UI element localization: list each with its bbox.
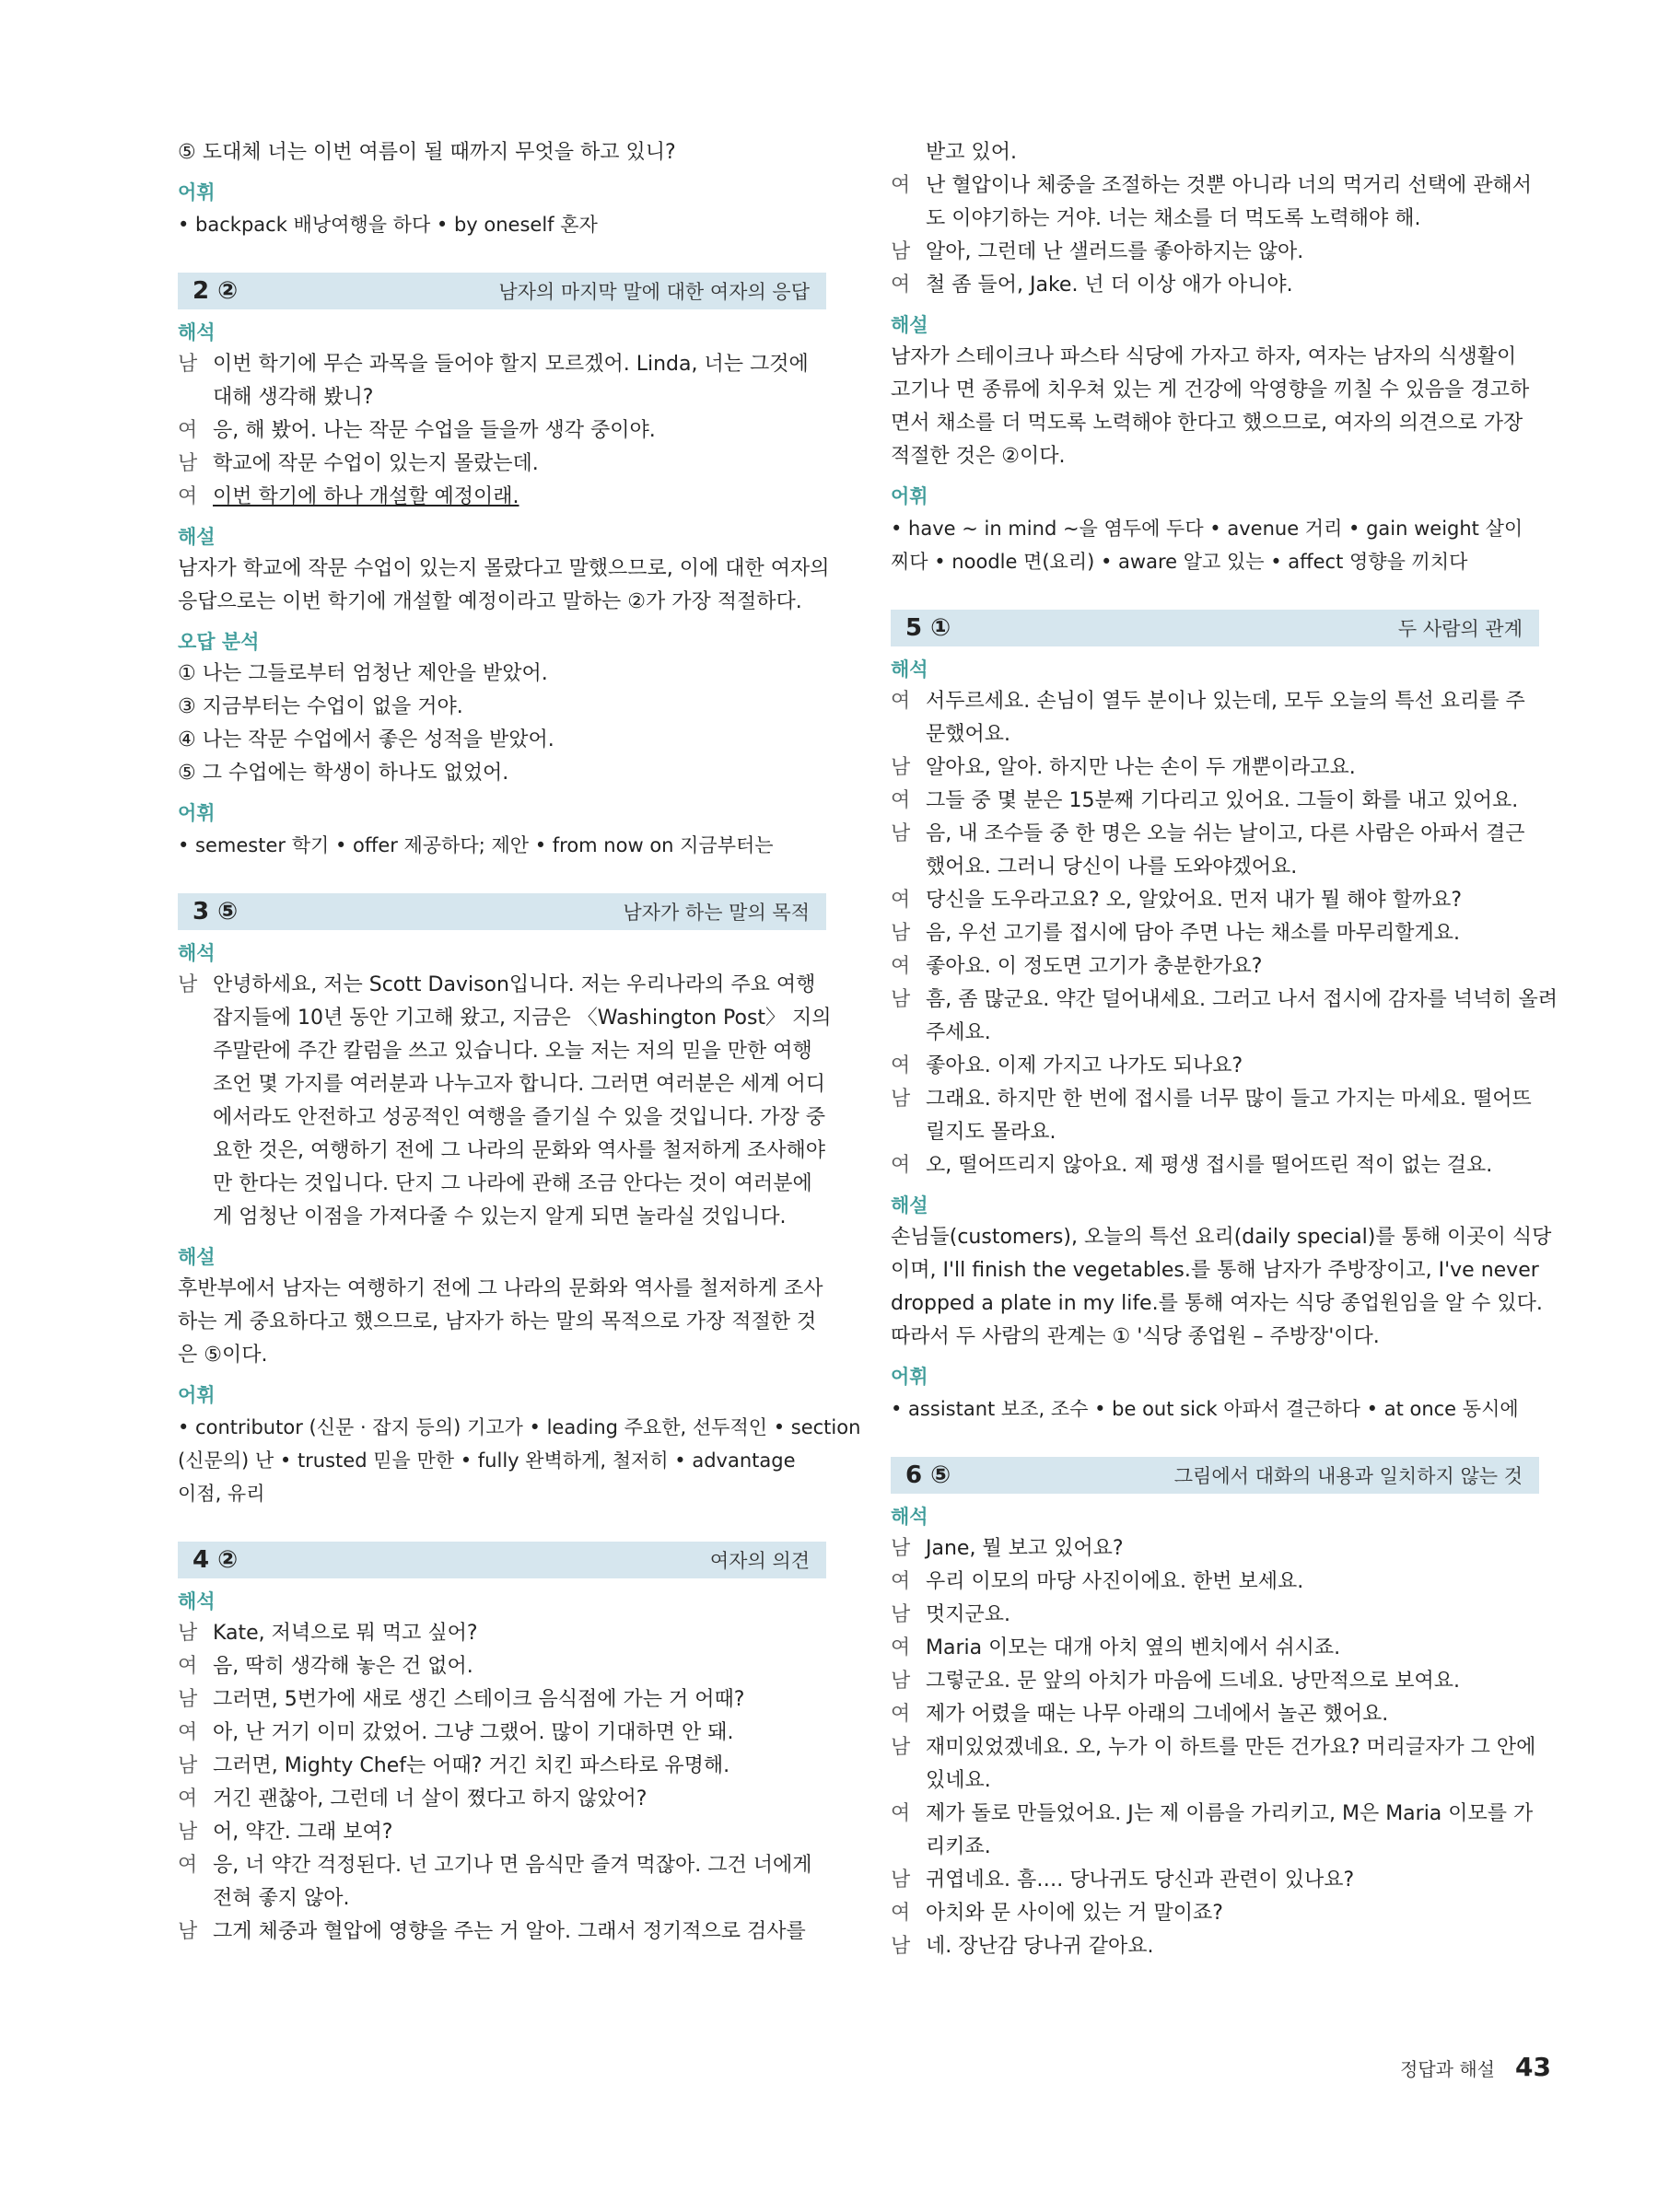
vocab-list: • contributor (신문 · 잡지 등의) 기고가 • leading 주요한, 선두적인 • section (신문의) 난 • trusted 믿을 만한 • fully 완벽하게, 철저히 • advantage 이점, 유리 <box>178 1416 861 1505</box>
dialogue-line: 여 아, 난 거기 이미 갔었어. 그냥 그랬어. 많이 기대하면 안 돼. <box>178 1721 734 1744</box>
dialogue-line: 남 Kate, 저녁으로 뭐 먹고 싶어? <box>178 1622 478 1645</box>
dialogue-line: 남 이번 학기에 무슨 과목을 들어야 할지 모르겠어. Linda, 너는 그것에 대해 생각해 봤니? <box>178 353 809 409</box>
question-header <box>891 1457 1539 1494</box>
dialogue-line: 여 아치와 문 사이에 있는 거 말이죠? <box>891 1902 1223 1925</box>
dialogue-line: 여 그들 중 몇 분은 15분째 기다리고 있어요. 그들이 화를 내고 있어요. <box>891 789 1519 812</box>
dialogue-line: 남 재미있었겠네요. 오, 누가 이 하트를 만든 건가요? 머리글자가 그 안에 있네요. <box>891 1736 1536 1792</box>
question-topic: 남자가 하는 말의 목적 <box>623 902 810 924</box>
translation-label: 해석 <box>178 1590 216 1612</box>
translation-label: 해석 <box>891 1506 928 1528</box>
dialogue-line: 남 흠, 좀 많군요. 약간 덜어내세요. 그러고 나서 접시에 감자를 넉넉히 올려 주세요. <box>891 988 1558 1044</box>
dialogue-line: 남 알아, 그런데 난 샐러드를 좋아하지는 않아. <box>891 240 1304 263</box>
question-header <box>178 893 826 930</box>
dialogue-line: 남 멋지군요. <box>891 1603 1011 1626</box>
explanation-label: 해설 <box>178 1246 216 1268</box>
translation-label: 해석 <box>178 321 216 343</box>
dialogue-line: 남 안녕하세요, 저는 Scott Davison입니다. 저는 우리나라의 주요 여행 잡지들에 10년 동안 기고해 왔고, 지금은 〈Washington Post〉 지의 주말란에 주간 칼럼을 쓰고 있습니다. 오늘 저는 저의 믿을 만한 여행 조언 몇 가지를 여러분과 나누고자 합니다. 그러면 여러분은 세계 어디 에서라도 안전하고 성공적인 여행을 즐기실 수 있을 것입니다. 가장 중 요한 것은, 여행하기 전에 그 나라의 문화와 역사를 철저하게 조사해야 만 한다는 것입니다. 단지 그 나라에 관해 조금 안다는 것이 여러분에 게 엄청난 이점을 가져다줄 수 있는지 알게 되면 놀라실 것입니다. <box>178 973 832 1228</box>
explanation-text: 남자가 스테이크나 파스타 식당에 가자고 하자, 여자는 남자의 식생활이 고기나 면 종류에 치우쳐 있는 게 건강에 악영향을 끼칠 수 있음을 경고하 면서 채소를 더 먹도록 노력해야 한다고 했으므로, 여자의 의견으로 가장 적절한 것은 ②이다. <box>891 345 1530 468</box>
dialogue-line: 여 난 혈압이나 체중을 조절하는 것뿐 아니라 너의 먹거리 선택에 관해서 도 이야기하는 거야. 너는 채소를 더 먹도록 노력해야 해. <box>891 174 1532 230</box>
dialogue-line: 남 음, 내 조수들 중 한 명은 오늘 쉬는 날이고, 다른 사람은 아파서 결근 했어요. 그러니 당신이 나를 도와야겠어요. <box>891 822 1525 879</box>
dialogue-line: 여 서두르세요. 손님이 열두 분이나 있는데, 모두 오늘의 특선 요리를 주 문했어요. <box>891 690 1525 746</box>
vocab-label: 어휘 <box>178 181 216 204</box>
dialogue-line: 여 Maria 이모는 대개 아치 옆의 벤치에서 쉬시죠. <box>891 1636 1341 1659</box>
question-number: 6 ⑤ <box>905 1461 951 1489</box>
dialogue-line: 남 그래요. 하지만 한 번에 접시를 너무 많이 들고 가지는 마세요. 떨어뜨 릴지도 몰라요. <box>891 1088 1532 1144</box>
question-header <box>178 273 826 309</box>
dialogue-line: 남 네. 장난감 당나귀 같아요. <box>891 1935 1154 1958</box>
wrong-answer-list: ① 나는 그들로부터 엄청난 제안을 받았어. ③ 지금부터는 수업이 없을 거야. ④ 나는 작문 수업에서 좋은 성적을 받았어. ⑤ 그 수업에는 학생이 하나도 없었어. <box>178 662 554 785</box>
question-number: 3 ⑤ <box>193 898 239 926</box>
translation-label: 해석 <box>178 942 216 964</box>
dialogue-line: 여 철 좀 들어, Jake. 넌 더 이상 애가 아니야. <box>891 274 1293 297</box>
vocab-list: • semester 학기 • offer 제공하다; 제안 • from now on 지금부터는 <box>178 834 774 856</box>
wrong-answer-label: 오답 분석 <box>178 631 260 653</box>
vocab-list: • assistant 보조, 조수 • be out sick 아파서 결근하다 • at once 동시에 <box>891 1398 1519 1420</box>
page-footer <box>1400 2052 1551 2082</box>
explanation-text: 남자가 학교에 작문 수업이 있는지 몰랐다고 말했으므로, 이에 대한 여자의 응답으로는 이번 학기에 개설할 예정이라고 말하는 ②가 가장 적절하다. <box>178 557 830 613</box>
dialogue-line: 여 이번 학기에 하나 개설할 예정이래. <box>178 485 519 508</box>
dialogue-line: 남 알아요, 알아. 하지만 나는 손이 두 개뿐이라고요. <box>891 756 1356 779</box>
footer-label: 정답과 해설 <box>1400 2058 1495 2080</box>
translation-label: 해석 <box>891 658 928 681</box>
dialogue-line: 남 그러면, 5번가에 새로 생긴 스테이크 음식점에 가는 거 어때? <box>178 1688 745 1711</box>
dialogue-line: 남 귀엽네요. 흠…. 당나귀도 당신과 관련이 있나요? <box>891 1869 1355 1892</box>
question-header <box>178 1542 826 1578</box>
vocab-list: • have ~ in mind ~을 염두에 두다 • avenue 거리 • gain weight 살이 찌다 • noodle 면(요리) • aware 알고 있는 • affect 영향을 끼치다 <box>891 518 1523 573</box>
dialogue-line: 여 응, 해 봤어. 나는 작문 수업을 들을까 생각 중이야. <box>178 419 656 442</box>
explanation-label: 해설 <box>178 526 216 548</box>
dialogue-line: 남 음, 우선 고기를 접시에 담아 주면 나는 채소를 마무리할게요. <box>891 922 1460 945</box>
dialogue-line: 남 학교에 작문 수업이 있는지 몰랐는데. <box>178 452 539 475</box>
vocab-label: 어휘 <box>178 802 216 824</box>
dialogue-line: 여 우리 이모의 마당 사진이에요. 한번 보세요. <box>891 1570 1304 1593</box>
dialogue-line: 여 제가 어렸을 때는 나무 아래의 그네에서 놀곤 했어요. <box>891 1703 1389 1726</box>
left-column <box>178 136 861 1949</box>
question-number: 4 ② <box>193 1546 239 1574</box>
dialogue-line: 여 음, 딱히 생각해 놓은 건 없어. <box>178 1655 473 1678</box>
explanation-text: 후반부에서 남자는 여행하기 전에 그 나라의 문화와 역사를 철저하게 조사 하는 게 중요하다고 했으므로, 남자가 하는 말의 목적으로 가장 적절한 것 은 ⑤이다. <box>178 1277 823 1367</box>
vocab-label: 어휘 <box>891 485 928 507</box>
explanation-text: 손님들(customers), 오늘의 특선 요리(daily special)를 통해 이곳이 식당 이며, I'll finish the vegetables.를 통해 남자가 주방장이고, I've never dropped a plate in my life.를 통해 여자는 식당 종업원임을 알 수 있다. 따라서 두 사람의 관계는 ① '식당 종업원 – 주방장'이다. <box>891 1226 1552 1348</box>
question-topic: 그림에서 대화의 내용과 일치하지 않는 것 <box>1173 1465 1523 1487</box>
dialogue-line: 남 그게 체중과 혈압에 영향을 주는 거 알아. 그래서 정기적으로 검사를 <box>178 1920 806 1943</box>
question-topic: 남자의 마지막 말에 대한 여자의 응답 <box>498 281 810 303</box>
dialogue-line: 여 거긴 괜찮아, 그런데 너 살이 쪘다고 하지 않았어? <box>178 1787 648 1810</box>
vocab-label: 어휘 <box>178 1384 216 1406</box>
question-number: 2 ② <box>193 277 239 305</box>
right-column <box>891 136 1558 1963</box>
dialogue-line: 여 응, 너 약간 걱정된다. 넌 고기나 면 음식만 즐겨 먹잖아. 그건 너에게 전혀 좋지 않아. <box>178 1854 812 1910</box>
answer-option: ⑤ 도대체 너는 이번 여름이 될 때까지 무엇을 하고 있니? <box>178 141 676 164</box>
explanation-label: 해설 <box>891 1194 928 1217</box>
dialogue-line: 여 좋아요. 이 정도면 고기가 충분한가요? <box>891 955 1263 978</box>
explanation-label: 해설 <box>891 314 928 336</box>
question-topic: 여자의 의견 <box>709 1550 810 1572</box>
dialogue-line: 여 당신을 도우라고요? 오, 알았어요. 먼저 내가 뭘 해야 할까요? <box>891 889 1463 912</box>
vocab-list: • backpack 배낭여행을 하다 • by oneself 혼자 <box>178 214 598 236</box>
dialogue-line: 여 제가 돌로 만들었어요. J는 제 이름을 가리키고, M은 Maria 이모를 가 리키죠. <box>891 1802 1534 1858</box>
vocab-label: 어휘 <box>891 1366 928 1388</box>
dialogue-line: 남 그렇군요. 문 앞의 아치가 마음에 드네요. 낭만적으로 보여요. <box>891 1670 1460 1693</box>
question-header <box>891 610 1539 646</box>
dialogue-line: 남 Jane, 뭘 보고 있어요? <box>891 1537 1124 1560</box>
question-topic: 두 사람의 관계 <box>1397 618 1523 640</box>
page-number: 43 <box>1514 2052 1551 2082</box>
dialogue-line: 남 그러면, Mighty Chef는 어때? 거긴 치킨 파스타로 유명해. <box>178 1754 730 1777</box>
question-number: 5 ① <box>905 614 951 642</box>
dialogue-line: 남 어, 약간. 그래 보여? <box>178 1821 393 1844</box>
dialogue-line: 여 오, 떨어뜨리지 않아요. 제 평생 접시를 떨어뜨린 적이 없는 걸요. <box>891 1154 1493 1177</box>
dialogue-line: 받고 있어. <box>926 141 1017 164</box>
dialogue-line: 여 좋아요. 이제 가지고 나가도 되나요? <box>891 1054 1243 1077</box>
